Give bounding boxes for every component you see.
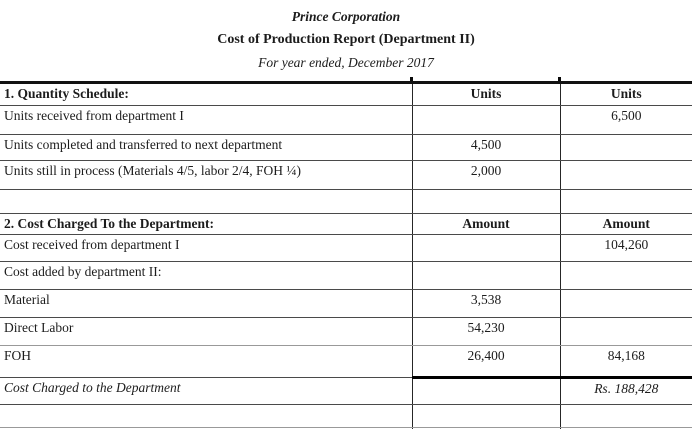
row-label: Cost received from department I xyxy=(0,235,412,262)
amount-column-header: Amount xyxy=(412,214,560,235)
row-value xyxy=(560,405,692,428)
row-value xyxy=(560,190,692,214)
section2-header-row xyxy=(0,214,692,235)
row-value xyxy=(412,106,560,135)
total-row-label: Cost Charged to the Department xyxy=(0,378,412,405)
table-row xyxy=(0,346,692,378)
section2-title: 2. Cost Charged To the Department: xyxy=(0,214,412,235)
company-name: Prince Corporation xyxy=(291,9,401,24)
spacer-row xyxy=(0,190,692,214)
row-value xyxy=(560,161,692,190)
total-row-value xyxy=(412,378,560,405)
row-value xyxy=(412,235,560,262)
row-value: 26,400 xyxy=(412,346,560,378)
table-row xyxy=(0,262,692,290)
row-label: Units completed and transferred to next department xyxy=(0,135,412,161)
table-row xyxy=(0,106,692,135)
row-value xyxy=(560,135,692,161)
row-label: Direct Labor xyxy=(0,318,412,346)
table-row xyxy=(0,161,692,190)
row-label: Cost added by department II: xyxy=(0,262,412,290)
row-value: 3,538 xyxy=(412,290,560,318)
row-label xyxy=(0,405,412,428)
row-value: 54,230 xyxy=(412,318,560,346)
row-value xyxy=(560,318,692,346)
row-label: Material xyxy=(0,290,412,318)
row-value xyxy=(560,262,692,290)
amount-column-header: Amount xyxy=(560,214,692,235)
row-label xyxy=(0,190,412,214)
row-label: Units still in process (Materials 4/5, labor 2/4, FOH ¼) xyxy=(0,161,412,190)
row-value xyxy=(412,405,560,428)
row-label: Units received from department I xyxy=(0,106,412,135)
total-row-value: Rs. 188,428 xyxy=(560,378,692,405)
row-value: 4,500 xyxy=(412,135,560,161)
report-period: For year ended, December 2017 xyxy=(258,55,434,70)
total-row xyxy=(0,378,692,405)
row-label: FOH xyxy=(0,346,412,378)
row-value xyxy=(560,290,692,318)
table-row xyxy=(0,290,692,318)
units-column-header: Units xyxy=(560,83,692,106)
table-row xyxy=(0,235,692,262)
spacer-row xyxy=(0,405,692,428)
units-column-header: Units xyxy=(412,83,560,106)
table-row xyxy=(0,135,692,161)
row-value: 2,000 xyxy=(412,161,560,190)
table-row xyxy=(0,318,692,346)
row-value: 6,500 xyxy=(560,106,692,135)
row-value xyxy=(412,262,560,290)
row-value: 104,260 xyxy=(560,235,692,262)
section1-header-row xyxy=(0,83,692,106)
cost-of-production-table xyxy=(0,81,692,429)
row-value: 84,168 xyxy=(560,346,692,378)
row-value xyxy=(412,190,560,214)
report-title: Cost of Production Report (Department II) xyxy=(217,32,475,47)
section1-title: 1. Quantity Schedule: xyxy=(0,83,412,106)
